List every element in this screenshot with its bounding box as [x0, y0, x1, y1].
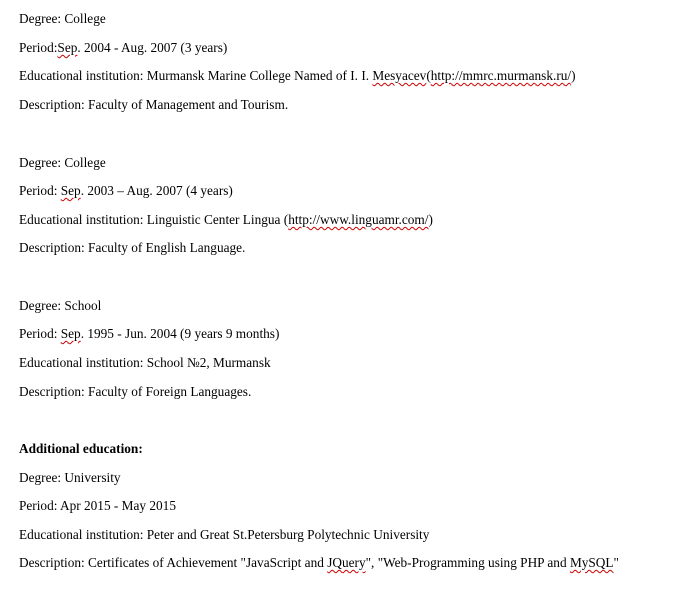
institution-line — [19, 67, 576, 84]
period-line — [19, 182, 233, 199]
institution-line — [19, 526, 429, 543]
description-text: Description: Certificates of Achievement "JavaScript and — [19, 555, 328, 570]
institution-text: Educational institution: School №2, Murmansk — [19, 355, 271, 370]
degree-text: Degree: School — [19, 298, 102, 313]
spellcheck-word: Sep — [57, 40, 78, 55]
period-text: . 2004 - Aug. 2007 (3 years) — [77, 40, 228, 55]
spellcheck-word: JQuery — [327, 555, 366, 570]
description-line — [19, 239, 245, 256]
spellcheck-word: Sep — [60, 326, 81, 341]
description-text: Description: Faculty of Foreign Languages. — [19, 384, 252, 399]
description-text: ", "Web-Programming using PHP and — [365, 555, 570, 570]
description-line — [19, 96, 288, 113]
period-label: Period: — [19, 326, 61, 341]
institution-url: http://mmrc.murmansk.ru/ — [430, 68, 572, 83]
period-line — [19, 39, 227, 56]
paren-open: ( — [426, 68, 431, 83]
period-label: Period: — [19, 40, 58, 55]
period-text: . 1995 - Jun. 2004 (9 years 9 months) — [80, 326, 280, 341]
institution-text: Educational institution: Linguistic Center Lingua ( — [19, 212, 289, 227]
degree-line — [19, 469, 121, 486]
heading-text: Additional education: — [19, 441, 143, 456]
section-heading — [19, 440, 143, 457]
degree-line — [19, 154, 106, 171]
period-line — [19, 497, 176, 514]
institution-text: Educational institution: Peter and Great St.Petersburg Polytechnic University — [19, 527, 430, 542]
paren-close: ) — [571, 68, 576, 83]
institution-line — [19, 354, 271, 371]
period-text: . 2003 – Aug. 2007 (4 years) — [80, 183, 233, 198]
spellcheck-word: MySQL — [569, 555, 614, 570]
description-text: Description: Faculty of Management and Tourism. — [19, 97, 289, 112]
institution-line — [19, 211, 433, 228]
institution-url: http://www.linguamr.com/ — [288, 212, 429, 227]
spellcheck-word: Mesyacev — [372, 68, 427, 83]
institution-text: Educational institution: Murmansk Marine College Named of I. I. — [19, 68, 373, 83]
degree-text: Degree: College — [19, 11, 106, 26]
degree-line — [19, 10, 106, 27]
degree-text: Degree: College — [19, 155, 106, 170]
degree-text: Degree: University — [19, 470, 121, 485]
quote-close: " — [613, 555, 619, 570]
description-text: Description: Faculty of English Language. — [19, 240, 246, 255]
period-line — [19, 325, 279, 342]
paren-close: ) — [428, 212, 433, 227]
period-label: Period: — [19, 183, 61, 198]
description-line — [19, 554, 619, 571]
spellcheck-word: Sep — [60, 183, 81, 198]
degree-line — [19, 297, 101, 314]
description-line — [19, 383, 251, 400]
period-text: Period: Apr 2015 - May 2015 — [19, 498, 176, 513]
